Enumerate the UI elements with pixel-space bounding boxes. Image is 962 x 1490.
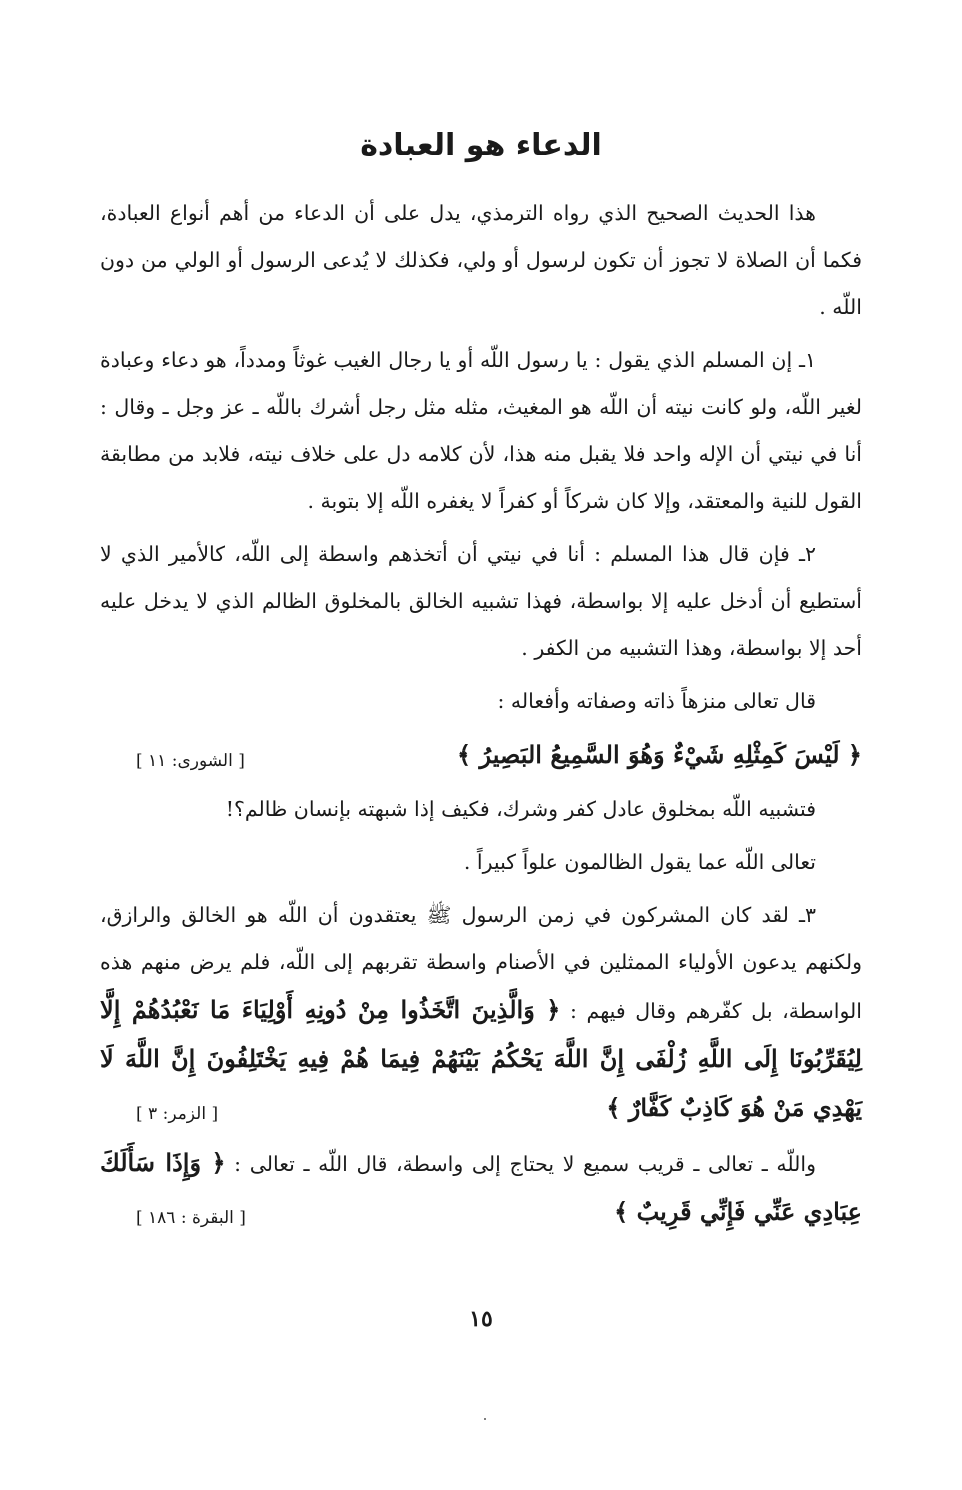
tashbih-line: فتشبيه اللّه بمخلوق عادل كفر وشرك، فكيف إذا شبهته بإنسان ظالم؟! (225, 797, 816, 821)
verse-shura-reference: [ الشورى: ١١ ] (136, 751, 245, 771)
taala-line: تعالى اللّه عما يقول الظالمون علواً كبيراً . (463, 850, 816, 874)
paragraph-point-1: ١ـ إن المسلم الذي يقول : يا رسول اللّه أو يا رجال الغيب غوثاً ومدداً، هو دعاء وعبادة لغير اللّه، ولو كانت نيته أن اللّه هو المغيث، مثله مثل رجل أشرك باللّه ـ عز وجل ـ وقال : أنا في نيتي أن الإله واحد فلا يقبل منه هذا، لأن كلامه دل على خلاف نيته، فلابد من مطابقة القول للنية والمعتقد، وإلا كان شركاً أو كفراً لا يغفره اللّه إلا بتوبة . (100, 348, 862, 513)
paragraph-point-3 (100, 892, 862, 1133)
intro-paragraph: هذا الحديث الصحيح الذي رواه الترمذي، يدل على أن الدعاء من أهم أنواع العبادة، فكما أن الصلاة لا تجوز أن تكون لرسول أو ولي، فكذلك لا يُدعى الرسول أو الولي من دون اللّه . (100, 201, 862, 319)
said-line: قال تعالى منزهاً ذاته وصفاته وأفعاله : (497, 689, 816, 713)
page-number: ١٥ (469, 1306, 493, 1332)
verse-shura-line (100, 731, 862, 780)
point-3-text: ٣ـ لقد كان المشركون في زمن الرسول ﷺ يعتقدون أن اللّه هو الخالق والرازق، ولكنهم يدعون الأولياء الممثلين في الأصنام واسطة تقربهم إلى اللّه، فلم يرض منهم هذه الواسطة، بل كفّرهم وقال فيهم : (100, 903, 862, 1023)
scan-dot (484, 1418, 486, 1420)
verse-baqarah: ﴿ وَإِذَا سَأَلَكَ عِبَادِي عَنِّي فَإِنِّي قَرِيبٌ ﴾ (100, 1148, 862, 1226)
page-body (100, 190, 862, 1243)
verse-zumar: ﴿ وَالَّذِينَ اتَّخَذُوا مِنْ دُونِهِ أَوْلِيَاءَ مَا نَعْبُدُهُمْ إِلَّا لِيُقَرِّبُونَا إِلَى اللَّهِ زُلْفَى إِنَّ اللَّهَ يَحْكُمُ بَيْنَهُمْ فِيمَا هُمْ فِيهِ يَخْتَلِفُونَ إِنَّ اللَّهَ لَا يَهْدِي مَنْ هُوَ كَاذِبٌ كَفَّارٌ ﴾ (100, 995, 862, 1122)
verse-zumar-reference: [ الزمر: ٣ ] (136, 1104, 219, 1124)
verse-baqarah-reference: [ البقرة : ١٨٦ ] (136, 1208, 246, 1228)
verse-shura: ﴿ لَيْسَ كَمِثْلِهِ شَيْءٌ وَهُوَ السَّمِيعُ البَصِيرُ ﴾ (457, 740, 862, 769)
final-text: واللّه ـ تعالى ـ قريب سميع لا يحتاج إلى واسطة، قال اللّه ـ تعالى : (225, 1152, 816, 1176)
final-paragraph (100, 1139, 862, 1237)
page-title: الدعاء هو العبادة (360, 128, 602, 163)
paragraph-point-2: ٢ـ فإن قال هذا المسلم : أنا في نيتي أن أتخذهم واسطة إلى اللّه، كالأمير الذي لا أستطيع أن أدخل عليه إلا بواسطة، فهذا تشبيه الخالق بالمخلوق الظالم الذي لا يدخل عليه أحد إلا بواسطة، وهذا التشبيه من الكفر . (100, 542, 862, 660)
